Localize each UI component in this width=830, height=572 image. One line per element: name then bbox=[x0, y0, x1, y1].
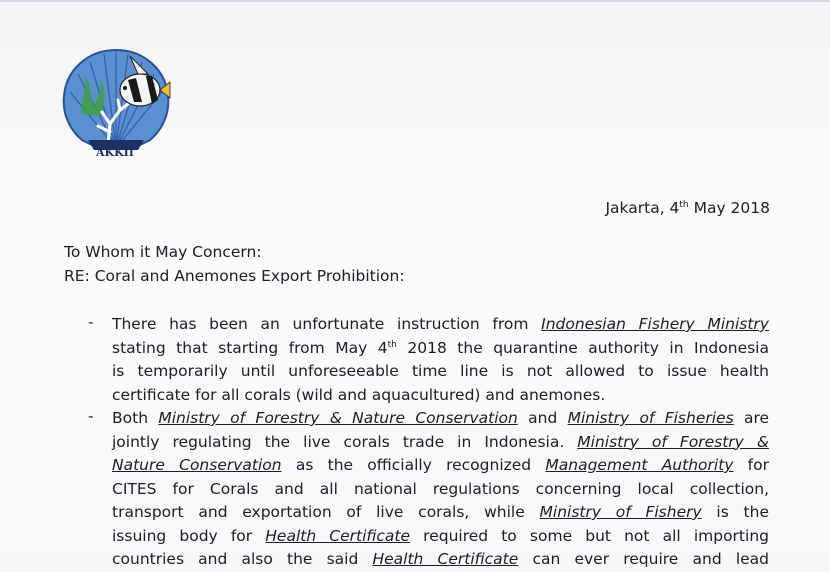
akkii-logo-icon bbox=[58, 44, 174, 162]
letter-date: Jakarta, 4th May 2018 bbox=[605, 199, 770, 217]
paragraph-1: There has been an unfortunate instruction from Indonesian Fishery Ministry stating that starting from May 4th 2018 the quarantine authority in Indonesia is temporarily until unforeseeable time line is not allowed to issue health certificate for all corals (wild and aquacultured) and anemones. bbox=[112, 315, 769, 404]
bullet-marker: - bbox=[88, 313, 94, 331]
ministry-link: Indonesian Fishery Ministry bbox=[541, 315, 769, 333]
page-top-edge bbox=[0, 0, 830, 2]
subject-line: RE: Coral and Anemones Export Prohibition: bbox=[64, 267, 405, 285]
logo-caption: AKKII bbox=[96, 146, 134, 159]
bullet-marker: - bbox=[88, 407, 94, 425]
paragraph-2: Both Ministry of Forestry & Nature Conservation and Ministry of Fisheries are jointly regulating the live corals trade in Indonesia. Ministry of Forestry & Nature Conservation as the officially recognized Management Authority for CITES for Corals and all national regulations concerning local collection, transport and exportation of live corals, while Ministry of Fishery is the issuing body for Health Certificate required to some but not all importing countries and also the said Health Certificate can ever require and lead bbox=[112, 409, 770, 568]
salutation: To Whom it May Concern: bbox=[64, 243, 262, 261]
